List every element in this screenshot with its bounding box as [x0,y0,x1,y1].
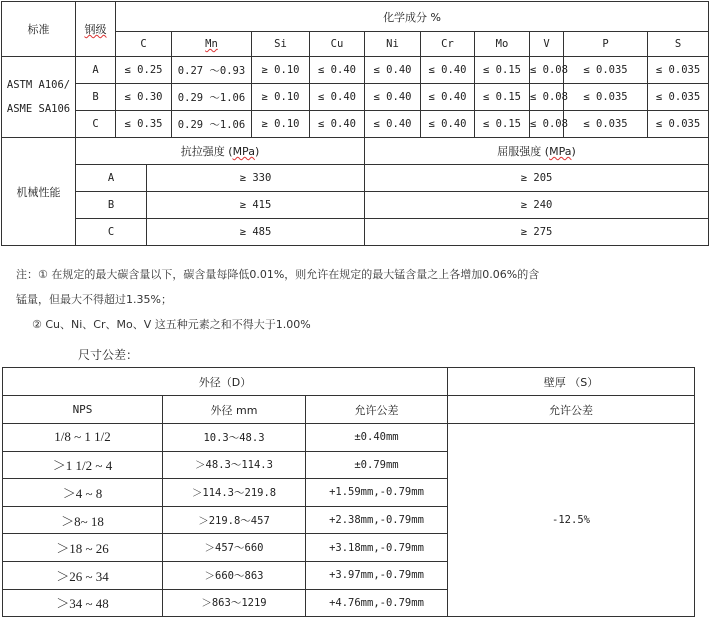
grade-cell: B [76,192,147,219]
mechanical-row-b [2,192,709,219]
value-cell: ≤ 0.25 [116,57,172,84]
element-header-mo: Mo [475,32,530,57]
tensile-strength-header: 抗拉强度 (MPa) [76,138,365,165]
value-cell: ≤ 0.35 [116,111,172,138]
value-cell: ≤ 0.035 [564,57,648,84]
element-header-s: S [648,32,709,57]
nps-cell: ＞1 1/2 ~ 4 [3,451,163,479]
mechanical-row-a [2,165,709,192]
value-cell: ≤ 0.40 [365,111,421,138]
value-cell: ≤ 0.15 [475,84,530,111]
tolerance-cell: +2.38mm,-0.79mm [306,506,448,534]
od-cell: ＞863～1219 [163,589,306,617]
nps-cell: ＞18 ~ 26 [3,534,163,562]
mechanical-row-c [2,219,709,246]
grade-cell: C [76,111,116,138]
tolerance-cell: ±0.79mm [306,451,448,479]
value-cell: ≤ 0.40 [310,57,365,84]
value-cell: ≤ 0.035 [564,84,648,111]
wall-thickness-header: 壁厚 （S） [448,368,695,396]
standard-name: ASTM A106/ ASME SA106 [2,57,76,138]
yield-value: ≥ 240 [365,192,709,219]
nps-cell: ＞4 ~ 8 [3,479,163,507]
nps-cell: ＞8~ 18 [3,506,163,534]
value-cell: ≤ 0.40 [310,84,365,111]
dimension-tolerance-title: 尺寸公差： [78,348,139,362]
wall-tolerance-header: 允许公差 [448,396,695,424]
tensile-value: ≥ 415 [147,192,365,219]
value-cell: ≤ 0.035 [648,57,709,84]
grade-cell: A [76,57,116,84]
value-cell: ≤ 0.30 [116,84,172,111]
grade-header: 钢级 [76,2,116,57]
value-cell: ≤ 0.08 [530,111,564,138]
value-cell: ≤ 0.40 [421,57,475,84]
element-header-cu: Cu [310,32,365,57]
composition-row-a [2,57,709,84]
value-cell: 0.29 ～1.06 [172,84,252,111]
nps-cell: ＞26 ~ 34 [3,561,163,589]
tolerance-cell: +1.59mm,-0.79mm [306,479,448,507]
element-header-cr: Cr [421,32,475,57]
element-header-si: Si [252,32,310,57]
chemical-composition-table [1,1,709,246]
tolerance-cell: +4.76mm,-0.79mm [306,589,448,617]
grade-cell: C [76,219,147,246]
element-header-p: P [564,32,648,57]
yield-value: ≥ 275 [365,219,709,246]
table-row [3,424,695,452]
note-line-2: 锰量，但最大不得超过1.35%； [16,293,172,306]
nps-cell: 1/8 ~ 1 1/2 [3,424,163,452]
value-cell: ≤ 0.15 [475,57,530,84]
tolerance-cell: ±0.40mm [306,424,448,452]
element-header-c: C [116,32,172,57]
od-cell: 10.3～48.3 [163,424,306,452]
od-cell: ＞48.3～114.3 [163,451,306,479]
value-cell: ≤ 0.035 [564,111,648,138]
tensile-value: ≥ 330 [147,165,365,192]
element-header-v: V [530,32,564,57]
element-header-ni: Ni [365,32,421,57]
element-header-mn: Mn [172,32,252,57]
value-cell: ≤ 0.40 [421,84,475,111]
tensile-value: ≥ 485 [147,219,365,246]
value-cell: ≤ 0.08 [530,57,564,84]
value-cell: ≥ 0.10 [252,84,310,111]
value-cell: ≤ 0.15 [475,111,530,138]
od-cell: ＞660～863 [163,561,306,589]
wall-tolerance-value: -12.5% [448,424,695,617]
value-cell: ≤ 0.035 [648,111,709,138]
nps-header: NPS [3,396,163,424]
value-cell: ≤ 0.035 [648,84,709,111]
value-cell: ≤ 0.40 [421,111,475,138]
value-cell: ≤ 0.40 [310,111,365,138]
tolerance-cell: +3.97mm,-0.79mm [306,561,448,589]
composition-row-b [2,84,709,111]
yield-value: ≥ 205 [365,165,709,192]
od-cell: ＞114.3～219.8 [163,479,306,507]
value-cell: 0.29 ～1.06 [172,111,252,138]
value-cell: ≤ 0.40 [365,84,421,111]
composition-header: 化学成分 % [116,2,709,32]
od-mm-header: 外径 mm [163,396,306,424]
yield-strength-header: 屈服强度 (MPa) [365,138,709,165]
grade-cell: B [76,84,116,111]
value-cell: 0.27 ～0.93 [172,57,252,84]
note-line-3: ② Cu、Ni、Cr、Mo、V 这五种元素之和不得大于1.00% [32,318,311,331]
tolerance-cell: +3.18mm,-0.79mm [306,534,448,562]
mechanical-header-row [2,138,709,165]
value-cell: ≤ 0.40 [365,57,421,84]
value-cell: ≥ 0.10 [252,111,310,138]
od-cell: ＞457～660 [163,534,306,562]
note-line-1: 注：① 在规定的最大碳含量以下，碳含量每降低0.01%，则允许在规定的最大锰含量之上各增加0.06%的含 [16,268,540,281]
outer-diameter-header: 外径（D） [3,368,448,396]
value-cell: ≥ 0.10 [252,57,310,84]
value-cell: ≤ 0.08 [530,84,564,111]
od-tolerance-header: 允许公差 [306,396,448,424]
composition-row-c [2,111,709,138]
nps-cell: ＞34 ~ 48 [3,589,163,617]
dimension-tolerance-table [2,367,695,617]
grade-cell: A [76,165,147,192]
mechanical-properties-label: 机械性能 [2,138,76,246]
standard-header: 标准 [2,2,76,57]
od-cell: ＞219.8～457 [163,506,306,534]
